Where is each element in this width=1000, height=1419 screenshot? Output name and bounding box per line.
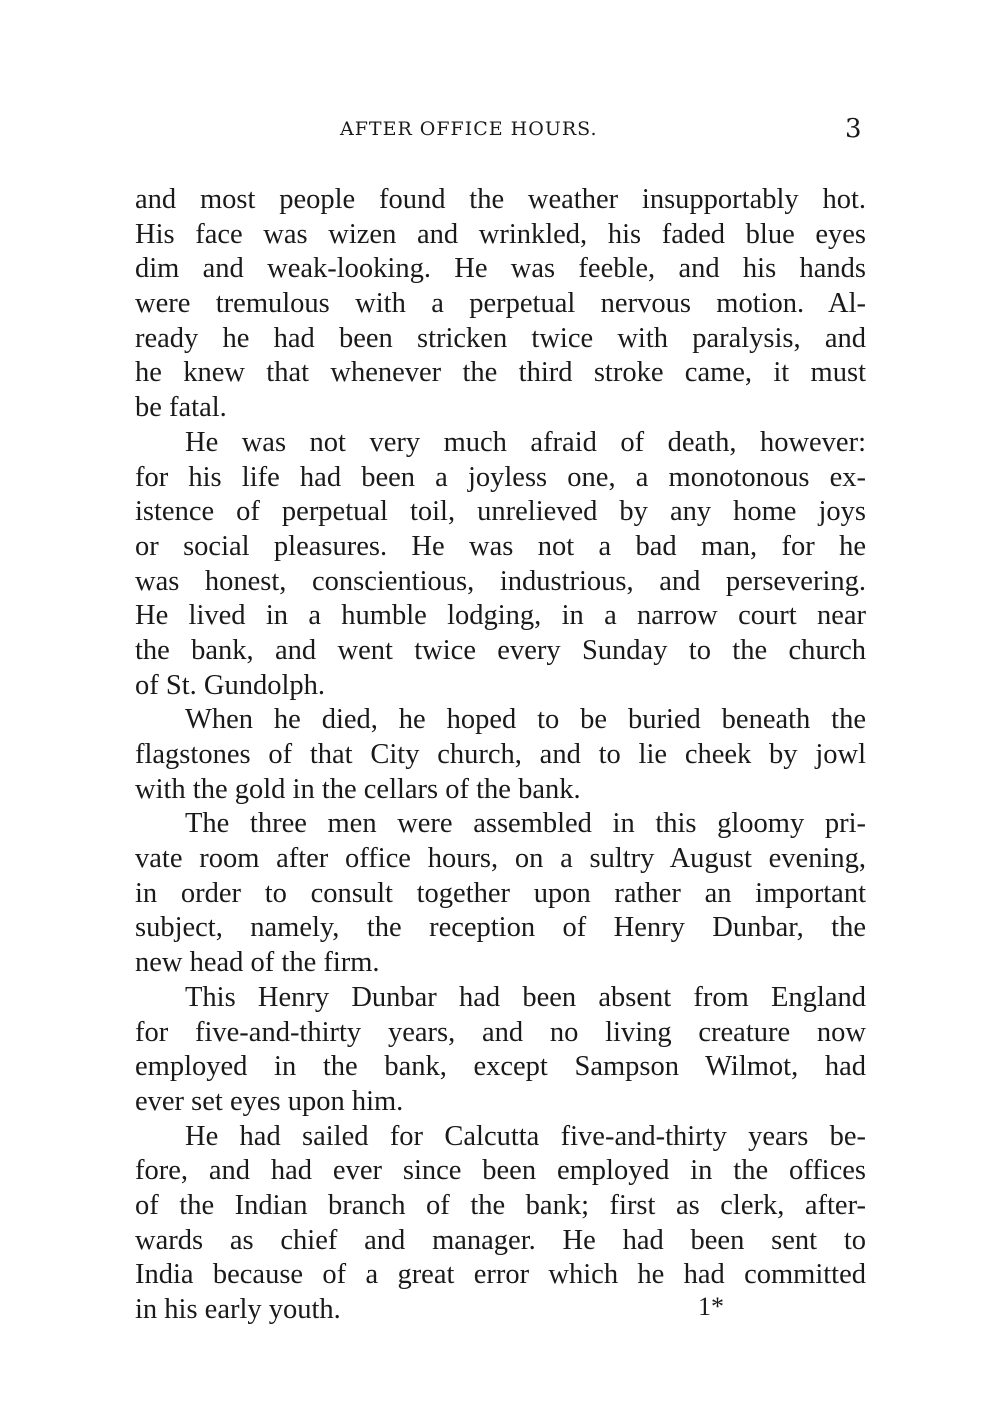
page-number: 3: [845, 114, 862, 144]
text-line: in order to consult together upon rather an important: [135, 877, 866, 909]
paragraph: [135, 183, 866, 426]
text-line: was honest, conscientious, industrious, and persevering.: [135, 565, 866, 597]
text-line: he knew that whenever the third stroke came, it must: [135, 357, 866, 389]
text-line: new head of the firm.: [135, 947, 380, 979]
text-line: in his early youth.: [135, 1294, 341, 1325]
text-line: This Henry Dunbar had been absent from England: [185, 981, 866, 1013]
text-line: istence of perpetual toil, unrelieved by any home joys: [135, 496, 866, 528]
text-line: for his life had been a joyless one, a monotonous ex-: [135, 461, 866, 493]
running-head: AFTER OFFICE HOURS.: [340, 118, 598, 140]
paragraph: [135, 703, 866, 807]
text-line: He lived in a humble lodging, in a narrow court near: [135, 600, 866, 632]
text-line: were tremulous with a perpetual nervous motion. Al-: [135, 288, 866, 320]
text-line: of the Indian branch of the bank; first as clerk, after-: [135, 1189, 866, 1221]
text-line: of St. Gundolph.: [135, 669, 326, 701]
text-line: ever set eyes upon him.: [135, 1085, 404, 1117]
text-line: the bank, and went twice every Sunday to the church: [135, 634, 866, 666]
text-line: He had sailed for Calcutta five-and-thirty years be-: [185, 1120, 866, 1152]
text-line: subject, namely, the reception of Henry Dunbar, the: [135, 912, 866, 944]
text-line: ready he had been stricken twice with paralysis, and: [135, 322, 866, 354]
text-line: His face was wizen and wrinkled, his faded blue eyes: [135, 218, 866, 250]
text-line: employed in the bank, except Sampson Wilmot, had: [135, 1051, 866, 1083]
text-line: for five-and-thirty years, and no living creature now: [135, 1016, 866, 1048]
text-line: India because of a great error which he had committed: [135, 1259, 866, 1291]
signature-mark: 1*: [698, 1292, 724, 1321]
body-text: [135, 183, 866, 1328]
text-line: with the gold in the cellars of the bank.: [135, 773, 581, 805]
text-line: or social pleasures. He was not a bad man, for he: [135, 530, 866, 562]
text-line: He was not very much afraid of death, however:: [185, 426, 866, 458]
text-line: wards as chief and manager. He had been sent to: [135, 1224, 866, 1256]
text-line: flagstones of that City church, and to lie cheek by jowl: [135, 739, 866, 770]
paragraph: [135, 981, 866, 1120]
text-line: The three men were assembled in this gloomy pri-: [185, 808, 866, 840]
paragraph: [135, 426, 866, 704]
text-line: be fatal.: [135, 392, 227, 424]
paragraph: [135, 1120, 866, 1328]
text-line: When he died, he hoped to be buried beneath the: [185, 704, 866, 736]
text-line: and most people found the weather insupportably hot.: [135, 184, 866, 215]
text-line: dim and weak-looking. He was feeble, and his hands: [135, 253, 866, 285]
text-line: fore, and had ever since been employed in the offices: [135, 1155, 866, 1187]
text-line: vate room after office hours, on a sultry August evening,: [135, 843, 866, 875]
paragraph: [135, 807, 866, 980]
